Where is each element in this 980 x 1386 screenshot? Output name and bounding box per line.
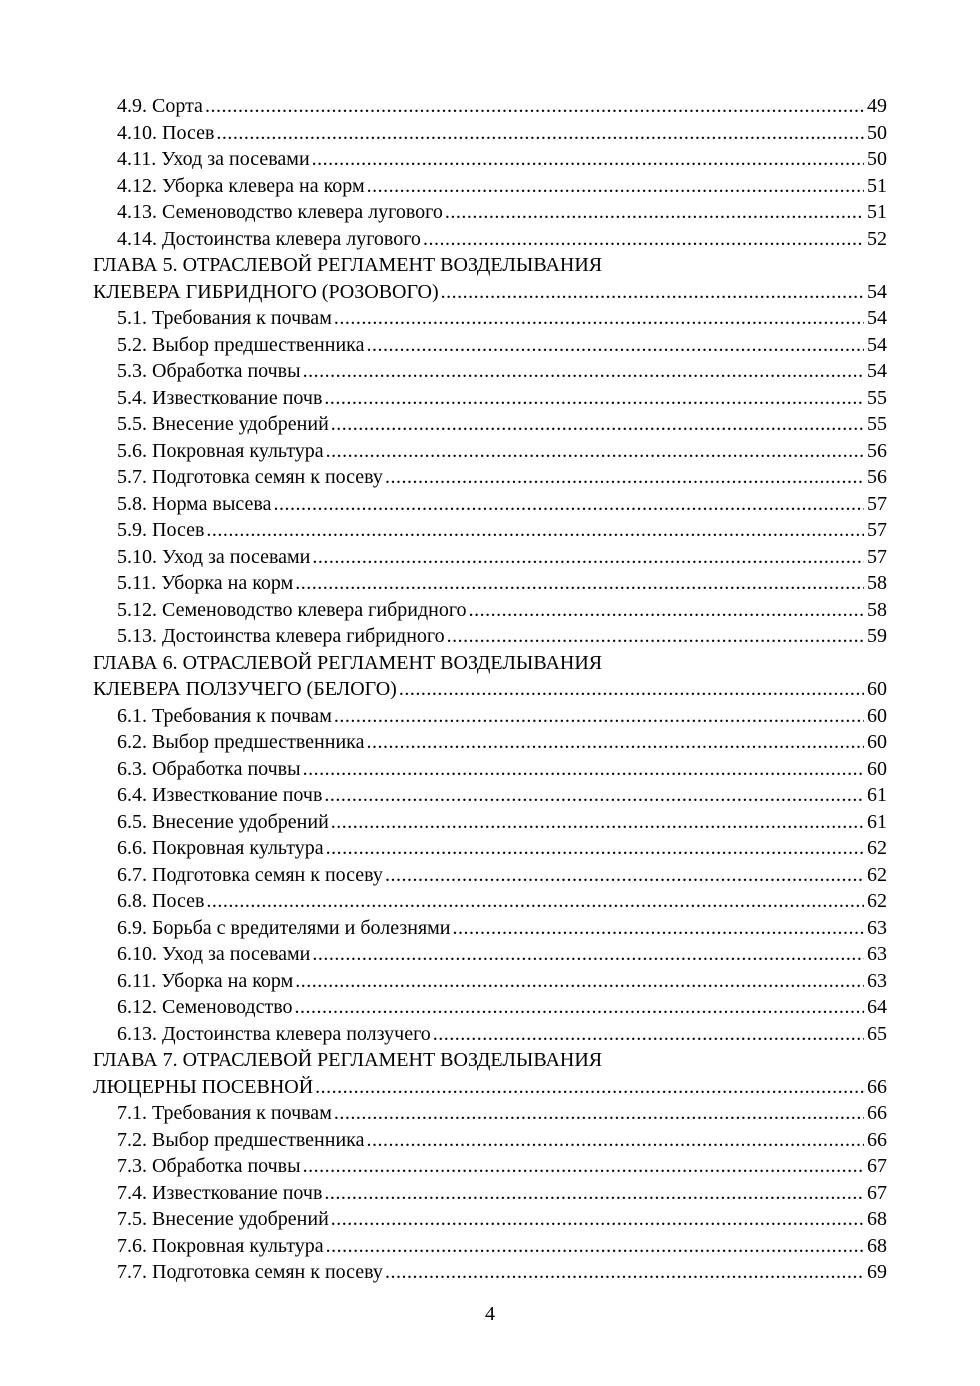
toc-entry-title: 6.7. Подготовка семян к посеву [117, 863, 383, 886]
toc-leader-dots [366, 729, 864, 756]
toc-entry-page: 62 [867, 837, 887, 859]
toc-entry-title: 7.7. Подготовка семян к посеву [117, 1261, 383, 1283]
toc-leader-dots [295, 570, 864, 597]
toc-entry-title: 4.10. Посев [117, 121, 215, 144]
toc-entry [93, 544, 887, 571]
toc-entry-title: 6.6. Покровная культура [117, 837, 324, 859]
toc-entry-title: 5.8. Норма высева [117, 492, 272, 515]
toc-leader-dots [295, 994, 864, 1021]
toc-entry-title: 5.1. Требования к почвам [117, 307, 332, 329]
toc-leader-dots [324, 782, 864, 809]
toc-entry-title: ГЛАВА 6. ОТРАСЛЕВОЙ РЕГЛАМЕНТ ВОЗДЕЛЫВАНИЯ [93, 651, 603, 674]
toc-entry-title: 5.7. Подготовка семян к посеву [117, 466, 383, 488]
toc-chapter-heading [93, 1047, 887, 1074]
toc-entry-page: 55 [867, 386, 887, 409]
toc-entry-page: 54 [867, 360, 887, 382]
toc-entry-title: ГЛАВА 7. ОТРАСЛЕВОЙ РЕГЛАМЕНТ ВОЗДЕЛЫВАНИЯ [93, 1049, 603, 1071]
toc-leader-dots [312, 941, 864, 968]
toc-entry-page: 68 [867, 1234, 887, 1257]
toc-entry-page: 49 [867, 95, 887, 117]
toc-leader-dots [366, 1127, 864, 1154]
toc-entry [93, 411, 887, 438]
table-of-contents [93, 93, 887, 1286]
toc-entry-title: КЛЕВЕРА ПОЛЗУЧЕГО (БЕЛОГО) [93, 678, 397, 700]
toc-entry [93, 1127, 887, 1154]
toc-leader-dots [385, 464, 864, 491]
toc-leader-dots [334, 1100, 864, 1127]
toc-entry-page: 63 [867, 943, 887, 965]
toc-entry-page: 63 [867, 969, 887, 992]
toc-entry-title: 5.4. Известкование почв [117, 386, 323, 409]
toc-entry [93, 305, 887, 332]
toc-entry-title: 5.13. Достоинства клевера гибридного [117, 625, 445, 647]
toc-leader-dots [206, 517, 864, 544]
toc-entry-page: 56 [867, 466, 887, 488]
toc-entry-title: 6.2. Выбор предшественника [117, 731, 365, 753]
toc-chapter-entry [93, 279, 887, 306]
toc-leader-dots [366, 332, 864, 359]
toc-entry-page: 67 [867, 1155, 887, 1177]
toc-entry-title: 7.1. Требования к почвам [117, 1102, 332, 1124]
toc-leader-dots [367, 173, 864, 200]
toc-entry-page: 58 [867, 572, 887, 594]
toc-entry-page: 62 [867, 863, 887, 886]
toc-entry [93, 517, 887, 544]
toc-entry-page: 51 [867, 174, 887, 197]
toc-entry [93, 93, 887, 120]
toc-leader-dots [433, 1021, 864, 1048]
toc-entry-title: 5.9. Посев [117, 519, 205, 541]
toc-entry-title: 7.3. Обработка почвы [117, 1155, 301, 1177]
toc-leader-dots [453, 915, 864, 942]
toc-chapter-entry [93, 676, 887, 703]
toc-leader-dots [303, 1153, 864, 1180]
toc-leader-dots [326, 1233, 864, 1260]
toc-entry-page: 55 [867, 413, 887, 435]
toc-entry-title: 5.5. Внесение удобрений [117, 413, 329, 435]
toc-entry-page: 66 [867, 1075, 887, 1098]
toc-entry [93, 888, 887, 915]
toc-leader-dots [399, 676, 864, 703]
toc-leader-dots [273, 491, 864, 518]
toc-entry [93, 703, 887, 730]
toc-entry-page: 56 [867, 439, 887, 462]
toc-leader-dots [303, 756, 864, 783]
toc-entry-page: 51 [867, 201, 887, 223]
toc-entry-page: 66 [867, 1102, 887, 1124]
toc-entry [93, 729, 887, 756]
toc-entry-page: 63 [867, 916, 887, 939]
toc-chapter-heading [93, 650, 887, 677]
toc-leader-dots [295, 968, 864, 995]
toc-entry-page: 61 [867, 784, 887, 806]
toc-entry-page: 68 [867, 1208, 887, 1230]
toc-leader-dots [334, 305, 864, 332]
toc-entry-page: 57 [867, 519, 887, 541]
toc-leader-dots [441, 279, 864, 306]
toc-entry-title: 7.5. Внесение удобрений [117, 1208, 329, 1230]
toc-entry [93, 1233, 887, 1260]
toc-entry [93, 597, 887, 624]
toc-entry-page: 54 [867, 333, 887, 356]
toc-leader-dots [315, 1074, 864, 1101]
toc-entry-title: 6.4. Известкование почв [117, 784, 323, 806]
toc-entry-title: 5.12. Семеноводство клевера гибридного [117, 598, 467, 621]
toc-entry [93, 915, 887, 942]
toc-entry [93, 835, 887, 862]
toc-entry-title: 4.11. Уход за посевами [117, 148, 310, 170]
toc-entry [93, 1259, 887, 1286]
toc-entry-title: 7.4. Известкование почв [117, 1181, 323, 1204]
toc-entry-page: 50 [867, 121, 887, 144]
toc-entry [93, 1180, 887, 1207]
toc-entry [93, 1100, 887, 1127]
toc-entry [93, 941, 887, 968]
toc-entry-page: 65 [867, 1022, 887, 1045]
toc-entry-title: 6.12. Семеноводство [117, 996, 293, 1018]
toc-entry [93, 570, 887, 597]
toc-entry-title: 5.10. Уход за посевами [117, 545, 311, 568]
toc-leader-dots [324, 1180, 864, 1207]
toc-entry-title: 7.2. Выбор предшественника [117, 1128, 365, 1151]
toc-entry [93, 146, 887, 173]
toc-entry-page: 66 [867, 1128, 887, 1151]
toc-chapter-heading [93, 252, 887, 279]
toc-leader-dots [312, 146, 864, 173]
toc-leader-dots [423, 226, 864, 253]
toc-entry-title: 6.10. Уход за посевами [117, 943, 311, 965]
toc-entry-page: 61 [867, 810, 887, 833]
toc-entry-page: 52 [867, 227, 887, 250]
toc-entry-title: 6.11. Уборка на корм [117, 969, 294, 992]
toc-leader-dots [385, 862, 864, 889]
toc-entry-title: ЛЮЦЕРНЫ ПОСЕВНОЙ [93, 1075, 314, 1098]
toc-entry [93, 491, 887, 518]
toc-entry [93, 809, 887, 836]
toc-entry-page: 60 [867, 678, 887, 700]
toc-entry [93, 226, 887, 253]
toc-entry-title: КЛЕВЕРА ГИБРИДНОГО (РОЗОВОГО) [93, 280, 439, 303]
toc-entry [93, 623, 887, 650]
toc-entry-page: 60 [867, 731, 887, 753]
toc-leader-dots [334, 703, 864, 730]
toc-entry-title: 5.3. Обработка почвы [117, 360, 301, 382]
toc-entry-page: 59 [867, 625, 887, 647]
toc-entry-page: 62 [867, 890, 887, 912]
toc-entry [93, 862, 887, 889]
toc-entry-title: 4.13. Семеноводство клевера лугового [117, 201, 443, 223]
toc-leader-dots [303, 358, 864, 385]
toc-leader-dots [206, 888, 864, 915]
toc-leader-dots [326, 835, 864, 862]
toc-entry-title: 6.8. Посев [117, 890, 205, 912]
toc-entry-title: ГЛАВА 5. ОТРАСЛЕВОЙ РЕГЛАМЕНТ ВОЗДЕЛЫВАНИЯ [93, 254, 603, 276]
toc-entry-title: 5.6. Покровная культура [117, 439, 324, 462]
toc-entry-title: 5.11. Уборка на корм [117, 572, 294, 594]
toc-leader-dots [205, 93, 864, 120]
toc-entry [93, 1153, 887, 1180]
toc-entry [93, 1021, 887, 1048]
toc-entry [93, 756, 887, 783]
toc-entry-title: 6.9. Борьба с вредителями и болезнями [117, 916, 451, 939]
toc-entry-page: 58 [867, 598, 887, 621]
toc-chapter-entry [93, 1074, 887, 1101]
toc-entry-page: 60 [867, 704, 887, 727]
toc-entry [93, 120, 887, 147]
toc-entry-page: 67 [867, 1181, 887, 1204]
toc-entry-title: 4.12. Уборка клевера на корм [117, 174, 365, 197]
toc-entry-page: 57 [867, 492, 887, 515]
toc-leader-dots [445, 199, 864, 226]
toc-entry-title: 6.1. Требования к почвам [117, 704, 332, 727]
toc-entry-title: 4.9. Сорта [117, 95, 203, 117]
toc-entry [93, 968, 887, 995]
toc-leader-dots [385, 1259, 864, 1286]
toc-leader-dots [216, 120, 864, 147]
toc-entry-title: 6.3. Обработка почвы [117, 757, 301, 780]
toc-leader-dots [326, 438, 864, 465]
toc-leader-dots [331, 411, 864, 438]
toc-leader-dots [331, 809, 864, 836]
toc-entry [93, 1206, 887, 1233]
toc-entry [93, 782, 887, 809]
toc-entry [93, 994, 887, 1021]
toc-entry [93, 199, 887, 226]
page-number: 4 [485, 1303, 495, 1325]
toc-entry [93, 332, 887, 359]
toc-entry-page: 54 [867, 307, 887, 329]
toc-entry [93, 464, 887, 491]
toc-leader-dots [312, 544, 864, 571]
toc-leader-dots [331, 1206, 864, 1233]
toc-entry-page: 54 [867, 280, 887, 303]
toc-entry-title: 6.5. Внесение удобрений [117, 810, 329, 833]
toc-entry-title: 6.13. Достоинства клевера ползучего [117, 1022, 431, 1045]
toc-entry-title: 4.14. Достоинства клевера лугового [117, 227, 421, 250]
toc-entry [93, 438, 887, 465]
toc-leader-dots [447, 623, 864, 650]
toc-entry-page: 50 [867, 148, 887, 170]
toc-entry-page: 69 [867, 1261, 887, 1283]
toc-entry [93, 173, 887, 200]
toc-entry [93, 385, 887, 412]
toc-leader-dots [324, 385, 864, 412]
toc-entry-title: 5.2. Выбор предшественника [117, 333, 365, 356]
toc-entry-page: 60 [867, 757, 887, 780]
toc-entry [93, 358, 887, 385]
toc-entry-page: 64 [867, 996, 887, 1018]
toc-leader-dots [469, 597, 864, 624]
toc-entry-title: 7.6. Покровная культура [117, 1234, 324, 1257]
toc-entry-page: 57 [867, 545, 887, 568]
